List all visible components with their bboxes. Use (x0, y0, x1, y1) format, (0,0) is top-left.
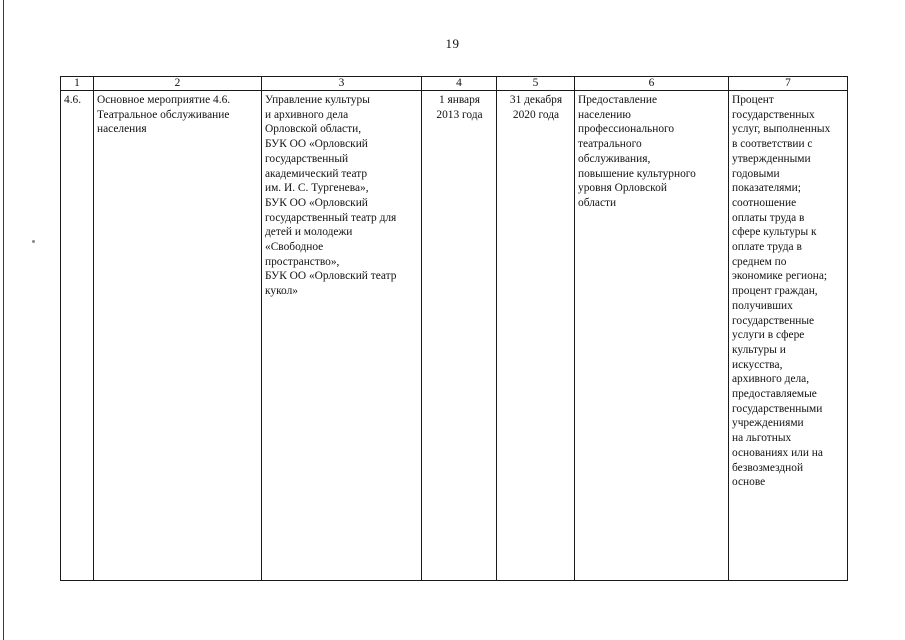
expected-result-cell (575, 91, 729, 581)
column-number-row (61, 77, 848, 91)
executors-cell (262, 91, 422, 581)
scan-speck (32, 240, 35, 243)
executors-text: Управление культуры и архивного дела Орловской области, БУК ОО «Орловский государственный академический театр им. И. С. Тургенева», БУК ОО «Орловский государственный театр для детей и молодежи «Свободное пространство», БУК ОО «Орловский театр кукол» (265, 94, 397, 298)
page-number: 19 (445, 36, 460, 51)
column-number: 5 (497, 77, 575, 91)
page-edge-line (3, 0, 4, 640)
start-date: 1 января 2013 года (436, 94, 483, 121)
row-number-cell (61, 91, 94, 581)
indicators-text: Процент государственных услуг, выполненных в соответствии с утвержденными годовыми показателями; соотношение оплаты труда в сфере культуры к оплате труда в среднем по экономике региона; процент граждан, получивших государственные услуги в сфере культуры и искусства, архивного дела, предоставляемые государственными учреждениями на льготных основаниях или на безвозмездной основе (732, 94, 831, 489)
table-row (61, 91, 848, 581)
column-number: 2 (94, 77, 262, 91)
column-number: 7 (729, 77, 848, 91)
row-number: 4.6. (64, 94, 82, 106)
measures-table (60, 76, 848, 581)
column-number: 6 (575, 77, 729, 91)
activity-name: Основное мероприятие 4.6. Театральное обслуживание населения (97, 94, 231, 136)
end-date-cell (497, 91, 575, 581)
end-date: 31 декабря 2020 года (509, 94, 563, 121)
column-number: 4 (422, 77, 497, 91)
start-date-cell (422, 91, 497, 581)
column-number: 3 (262, 77, 422, 91)
indicators-cell (729, 91, 848, 581)
column-number: 1 (61, 77, 94, 91)
activity-name-cell (94, 91, 262, 581)
expected-result: Предоставление населению профессионального театрального обслуживания, повышение культурного уровня Орловской области (578, 94, 696, 209)
